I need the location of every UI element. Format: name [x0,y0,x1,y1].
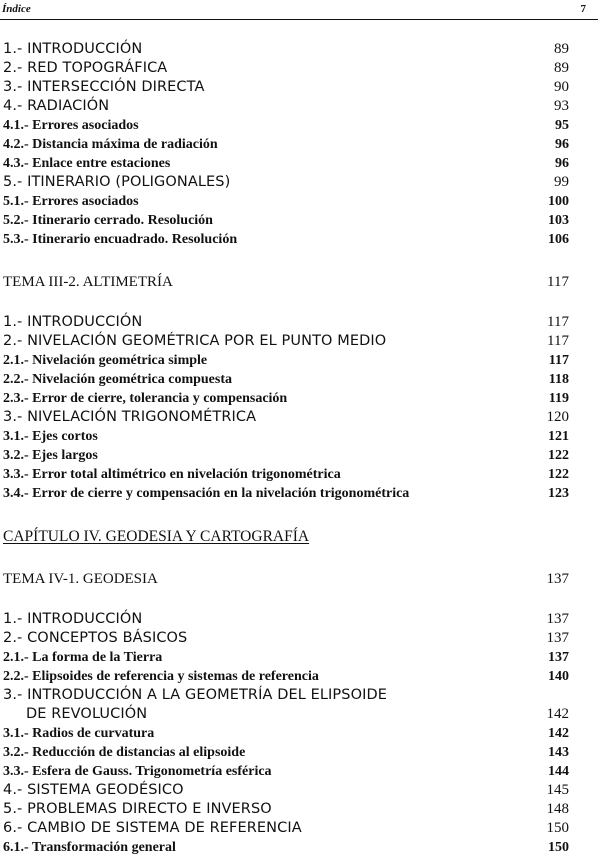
toc-entry-page: 144 [548,764,569,779]
table-of-contents [0,40,600,857]
toc-spacer [0,249,600,273]
toc-entry-page: 96 [555,137,569,152]
toc-entry-page: 142 [546,706,569,722]
toc-entry-sec [0,173,600,192]
toc-entry-page: 142 [548,726,569,741]
toc-entry-sub [0,762,600,781]
toc-entry-sub [0,465,600,484]
toc-entry-sub [0,192,600,211]
toc-entry-sec [0,705,600,724]
toc-spacer [0,589,600,610]
toc-entry-sub [0,116,600,135]
toc-entry-sub [0,211,600,230]
toc-entry-label: 3.2.- Ejes largos [3,448,98,463]
toc-entry-label: 5.- ITINERARIO (POLIGONALES) [3,174,231,190]
toc-entry-tema [0,570,600,589]
toc-entry-page: 143 [548,745,569,760]
toc-entry-sub [0,230,600,249]
toc-entry-sec [0,819,600,838]
toc-entry-sub [0,838,600,857]
toc-entry-sub [0,370,600,389]
toc-entry-sec [0,97,600,116]
toc-entry-label: 3.1.- Ejes cortos [3,429,98,444]
toc-entry-label: 3.4.- Error de cierre y compensación en la nivelación trigonométrica [3,486,410,501]
toc-entry-page: 150 [548,840,569,855]
toc-entry-page: 148 [546,801,569,817]
toc-entry-page: 121 [548,429,569,444]
toc-entry-sec [0,332,600,351]
toc-entry-page: 140 [548,669,569,684]
toc-entry-sec [0,781,600,800]
toc-entry-sec [0,40,600,59]
toc-entry-label: 5.3.- Itinerario encuadrado. Resolución [3,232,238,247]
toc-entry-page: 123 [548,486,569,501]
toc-entry-page: 120 [546,409,569,425]
toc-entry-sub [0,446,600,465]
toc-spacer [0,503,600,527]
toc-entry-sub [0,648,600,667]
toc-entry-label: 3.2.- Reducción de distancias al elipsoide [3,745,246,760]
toc-entry-page: 118 [548,372,569,387]
toc-entry-sub [0,743,600,762]
toc-entry-label: 3.- INTRODUCCIÓN A LA GEOMETRÍA DEL ELIPSOIDE [3,687,387,703]
toc-entry-sub [0,724,600,743]
toc-entry-page: 99 [554,174,569,190]
toc-entry-sec [0,78,600,97]
toc-entry-label: 3.- INTERSECCIÓN DIRECTA [3,79,205,95]
toc-entry-sec [0,313,600,332]
header-page-number: 7 [580,3,586,15]
toc-entry-page: 137 [546,571,569,587]
toc-entry-label: 3.3.- Error total altimétrico en nivelación trigonométrica [3,467,341,482]
toc-entry-page: 119 [548,391,569,406]
toc-entry-label: 1.- INTRODUCCIÓN [3,41,143,57]
toc-entry-label: 2.1.- La forma de la Tierra [3,650,163,665]
toc-entry-page: 95 [555,118,569,133]
toc-entry-page: 137 [546,630,569,646]
toc-entry-label: 4.- RADIACIÓN [3,98,110,114]
toc-entry-label: 1.- INTRODUCCIÓN [3,611,143,627]
toc-entry-page: 145 [546,782,569,798]
toc-entry-page: 90 [554,79,569,95]
toc-entry-label: 3.1.- Radios de curvatura [3,726,155,741]
header-rule [0,19,598,20]
toc-entry-label: 4.3.- Enlace entre estaciones [3,156,171,171]
toc-entry-label: 2.2.- Nivelación geométrica compuesta [3,372,232,387]
toc-entry-label: 1.- INTRODUCCIÓN [3,314,143,330]
toc-entry-sec [0,408,600,427]
toc-entry-label: CAPÍTULO IV. GEODESIA Y CARTOGRAFÍA [3,528,310,545]
toc-entry-page: 106 [548,232,569,247]
toc-entry-sub [0,484,600,503]
toc-entry-label: 2.1.- Nivelación geométrica simple [3,353,208,368]
toc-entry-page: 117 [547,333,569,349]
toc-entry-tema [0,273,600,292]
toc-entry-cap [0,527,600,546]
toc-entry-page: 122 [548,448,569,463]
toc-entry-page: 89 [554,41,569,57]
toc-entry-label: 2.2.- Elipsoides de referencia y sistemas de referencia [3,669,319,684]
toc-entry-label: TEMA IV-1. GEODESIA [3,571,158,587]
toc-entry-label: 2.- CONCEPTOS BÁSICOS [3,630,188,646]
toc-entry-sec [0,610,600,629]
toc-entry-page: 122 [548,467,569,482]
toc-entry-page: 117 [547,314,569,330]
toc-entry-label: 6.1.- Transformación general [3,840,176,855]
toc-entry-sub [0,667,600,686]
toc-entry-page: 137 [548,650,569,665]
toc-entry-label: 2.3.- Error de cierre, tolerancia y compensación [3,391,288,406]
toc-entry-label: 6.- CAMBIO DE SISTEMA DE REFERENCIA [3,820,302,836]
toc-entry-sub [0,389,600,408]
toc-entry-sec [0,800,600,819]
toc-entry-label: 3.- NIVELACIÓN TRIGONOMÉTRICA [3,409,257,425]
header-title: Índice [2,3,31,15]
toc-entry-page: 93 [554,98,569,114]
toc-entry-page: 117 [547,274,569,290]
toc-entry-label: DE REVOLUCIÓN [26,706,148,722]
toc-entry-page: 117 [548,353,569,368]
toc-entry-sec [0,686,600,705]
toc-spacer [0,546,600,570]
toc-entry-page: 137 [546,611,569,627]
toc-entry-sec [0,629,600,648]
toc-entry-label: 2.- NIVELACIÓN GEOMÉTRICA POR EL PUNTO MEDIO [3,333,387,349]
toc-entry-sub [0,154,600,173]
toc-entry-label: 4.- SISTEMA GEODÉSICO [3,782,184,798]
toc-entry-sub [0,351,600,370]
toc-entry-label: TEMA III-2. ALTIMETRÍA [3,274,173,290]
toc-entry-sec [0,59,600,78]
toc-entry-label: 4.2.- Distancia máxima de radiación [3,137,218,152]
toc-spacer [0,292,600,313]
toc-entry-sub [0,135,600,154]
toc-entry-page: 96 [555,156,569,171]
toc-entry-label: 5.2.- Itinerario cerrado. Resolución [3,213,213,228]
toc-entry-label: 4.1.- Errores asociados [3,118,139,133]
toc-entry-sub [0,427,600,446]
toc-entry-page: 89 [554,60,569,76]
toc-entry-label: 2.- RED TOPOGRÁFICA [3,60,168,76]
toc-entry-label: 5.- PROBLEMAS DIRECTO E INVERSO [3,801,272,817]
toc-entry-page: 103 [548,213,569,228]
toc-entry-page: 100 [548,194,569,209]
toc-entry-label: 5.1.- Errores asociados [3,194,139,209]
toc-entry-page: 150 [546,820,569,836]
toc-entry-label: 3.3.- Esfera de Gauss. Trigonometría esférica [3,764,272,779]
